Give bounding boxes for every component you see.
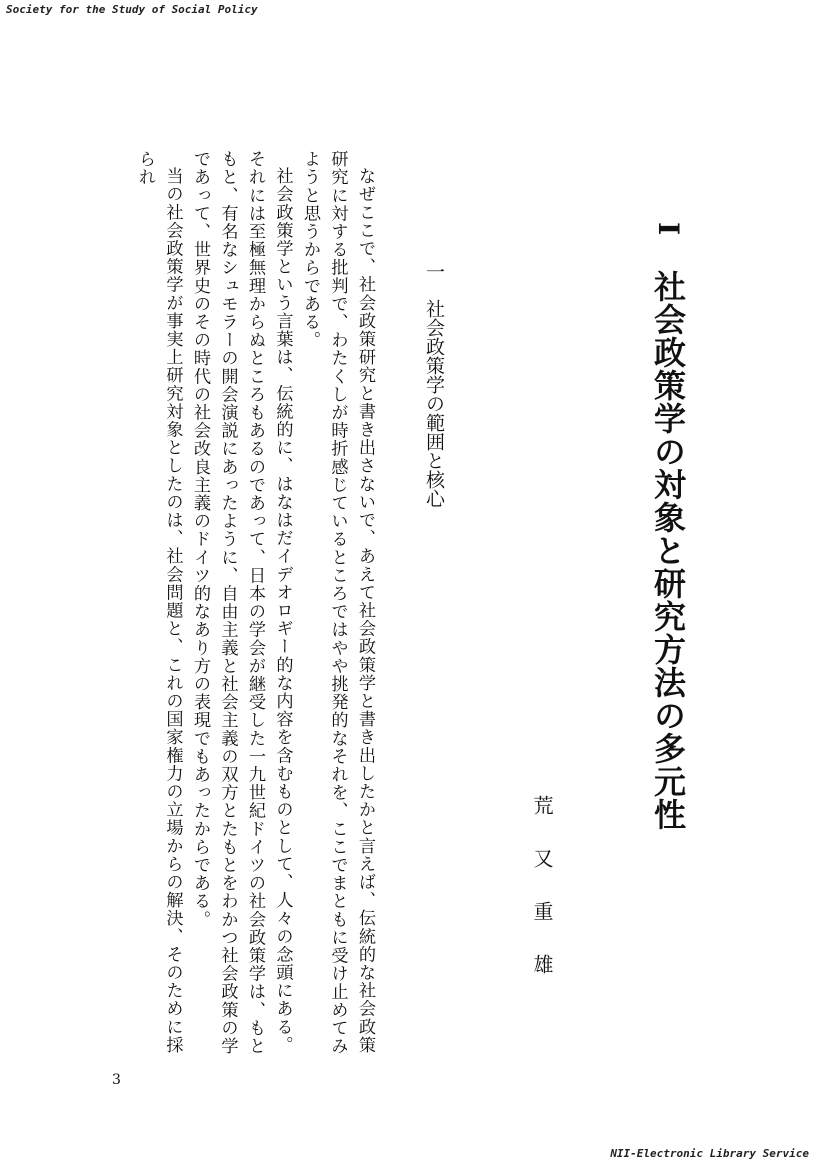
journal-header: Society for the Study of Social Policy	[6, 3, 258, 16]
paragraph: 当の社会政策学が事実上研究対象としたのは、社会問題と、これの国家権力の立場からの解決、そのために採られ	[135, 150, 183, 1055]
section-number: 一	[423, 262, 445, 299]
paragraph: なぜここで、社会政策研究と書き出さないで、あえて社会政策学と書き出したかと言えば、伝統的な社会政策研究に対する批判で、わたくしが時折感じているところではやや挑発的なそれを、ここでまともに受け止めてみようと思うからである。	[300, 150, 375, 1055]
paragraph: 社会政策学という言葉は、伝統的に、はなはだイデオロギー的な内容を含むものとして、人々の念頭にある。それには至極無理からぬところもあるのであって、日本の学会が継受した一九世紀ドイツの社会政策学は、もともと、有名なシュモラーの開会演説にあったように、自由主義と社会主義の双方とたもとをわかつ社会政策の学であって、世界史のその時代の社会改良主義のドイツ的なあり方の表現でもあったからである。	[190, 150, 293, 1055]
section-heading	[422, 262, 446, 508]
body-text	[100, 150, 378, 1055]
page-number: 3	[112, 1072, 121, 1088]
chapter-title: 社会政策学の対象と研究方法の多元性	[649, 270, 687, 831]
chapter-number: I	[652, 222, 685, 236]
library-footer: NII-Electronic Library Service	[610, 1147, 809, 1160]
author-name: 荒又重雄	[530, 795, 554, 1007]
section-title: 社会政策学の範囲と核心	[423, 299, 445, 508]
